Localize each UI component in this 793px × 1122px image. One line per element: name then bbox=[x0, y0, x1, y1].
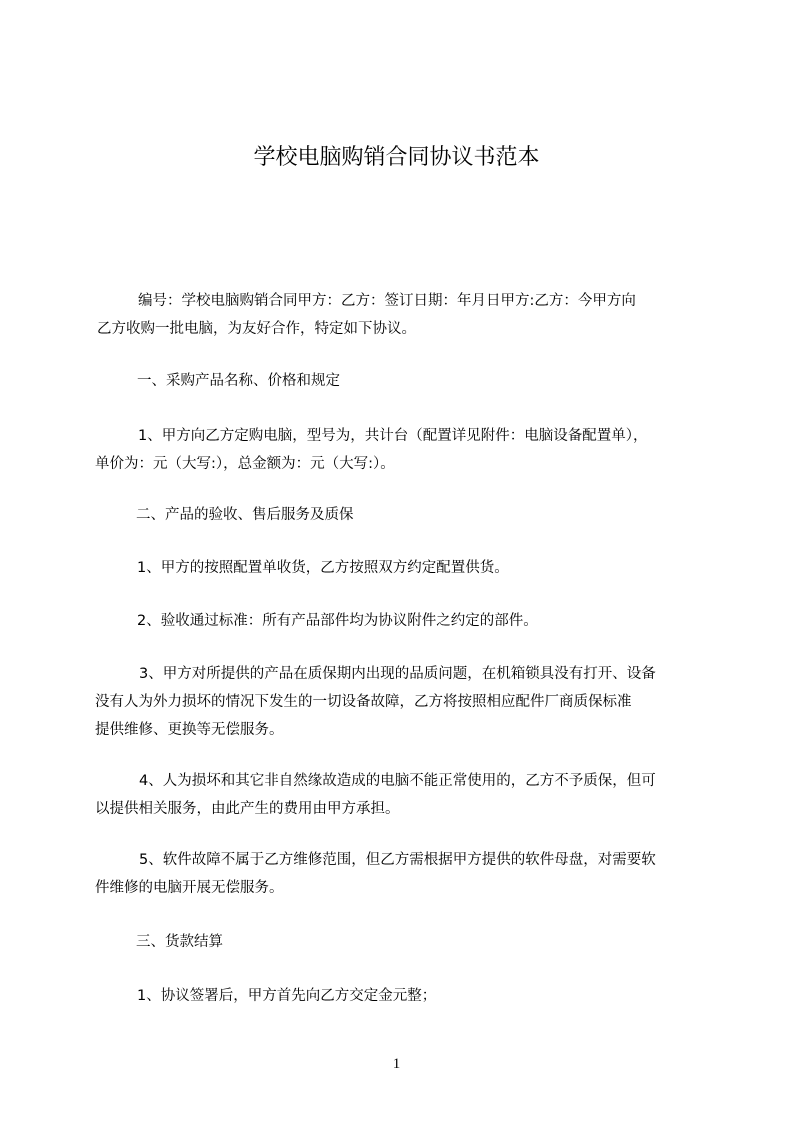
section-2-item-4-line-2: 以提供相关服务，由此产生的费用由甲方承担。 bbox=[95, 801, 400, 817]
page-number: 1 bbox=[392, 1056, 401, 1072]
section-2-heading: 二、产品的验收、售后服务及质保 bbox=[136, 507, 354, 523]
section-2-item-3-line-2: 没有人为外力损坏的情况下发生的一切设备故障，乙方将按照相应配件厂商质保标准 bbox=[95, 694, 632, 710]
intro-line-1: 编号：学校电脑购销合同甲方：乙方：签订日期：年月日甲方:乙方：今甲方向 bbox=[138, 293, 636, 309]
section-1-heading: 一、采购产品名称、价格和规定 bbox=[137, 373, 340, 389]
section-2-item-2: 2、验收通过标准：所有产品部件均为协议附件之约定的部件。 bbox=[137, 613, 538, 629]
section-3-heading: 三、货款结算 bbox=[136, 934, 223, 950]
section-2-item-5-line-2: 件维修的电脑开展无偿服务。 bbox=[95, 880, 284, 896]
section-2-item-1: 1、甲方的按照配置单收货，乙方按照双方约定配置供货。 bbox=[137, 560, 509, 576]
intro-line-2: 乙方收购一批电脑，为友好合作，特定如下协议。 bbox=[97, 321, 416, 337]
section-1-item-1-line-2: 单价为：元（大写:），总金额为：元（大写:）。 bbox=[95, 456, 395, 472]
section-2-item-3 bbox=[95, 660, 656, 744]
section-3-item-1: 1、协议签署后，甲方首先向乙方交定金元整； bbox=[137, 988, 437, 1004]
section-2-item-3-line-3: 提供维修、更换等无偿服务。 bbox=[95, 722, 284, 738]
section-2-item-5-line-1: 5、软件故障不属于乙方维修范围，但乙方需根据甲方提供的软件母盘，对需要软 bbox=[139, 852, 656, 868]
section-1-item-1-line-1: 1、甲方向乙方定购电脑，型号为，共计台（配置详见附件：电脑设备配置单）， bbox=[138, 428, 648, 444]
section-2-item-4 bbox=[95, 767, 656, 823]
section-2-item-3-line-1: 3、甲方对所提供的产品在质保期内出现的品质问题，在机箱锁具没有打开、设备 bbox=[139, 666, 656, 682]
intro-paragraph bbox=[97, 287, 636, 343]
document-title: 学校电脑购销合同协议书范本 bbox=[253, 145, 540, 170]
section-2-item-4-line-1: 4、人为损坏和其它非自然缘故造成的电脑不能正常使用的，乙方不予质保，但可 bbox=[139, 773, 656, 789]
section-2-item-5 bbox=[95, 846, 656, 902]
section-1-item-1 bbox=[95, 422, 648, 478]
